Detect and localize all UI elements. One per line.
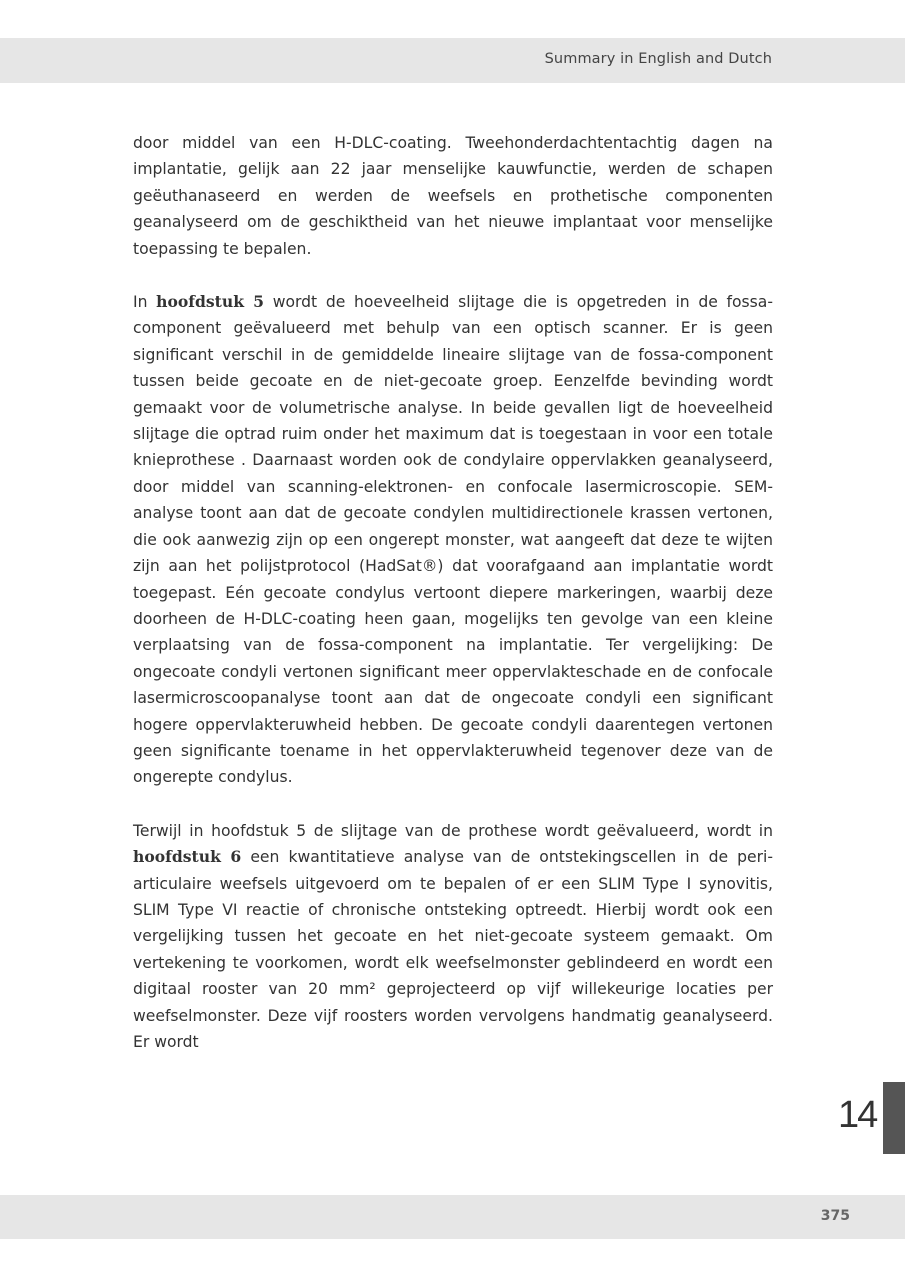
paragraph-1: door middel van een H-DLC-coating. Tweehonderdachtentachtig dagen na implantatie, gelijk aan 22 jaar menselijke kauwfunctie, werden de schapen geëuthanaseerd en werden de weefsels en prothetische componenten geanalyseerd om de geschiktheid van het nieuwe implantaat voor menselijke toepassing te bepalen. xyxy=(133,134,773,258)
paragraph-3-rest: een kwantitatieve analyse van de ontstekingscellen in de peri-articulaire weefsels uitgevoerd om te bepalen of er een SLIM Type I synovitis, SLIM Type VI reactie of chronische ontsteking optreedt. Hierbij wordt ook een vergelijking tussen het gecoate en het niet-gecoate systeem gemaakt. Om vertekening te voorkomen, wordt elk weefselmonster geblindeerd en wordt een digitaal rooster van 20 mm² geprojecteerd op vijf willekeurige locaties per weefselmonster. Deze vijf roosters worden vervolgens handmatig geanalyseerd. Er wordt xyxy=(133,848,774,1051)
chapter-thumb-tab xyxy=(883,1082,905,1154)
paragraph-2-rest: wordt de hoeveelheid slijtage die is opgetreden in de fossa-component geëvalueerd met behulp van een optisch scanner. Er is geen significant verschil in de gemiddelde lineaire slijtage van de fossa-component tussen beide gecoate en de niet-gecoate groep. Eenzelfde bevinding wordt gemaakt voor de volumetrische analyse. In beide gevallen ligt de hoeveelheid slijtage die optrad ruim onder het maximum dat is toegestaan in voor een totale knieprothese . Daarnaast worden ook de condylaire oppervlakken geanalyseerd, door middel van scanning-elektronen- en confocale lasermicroscopie. SEM-analyse toont aan dat de gecoate condylen multidirectionele krassen vertonen, die ook aanwezig zijn op een ongerept monster, wat aangeeft dat deze te wijten zijn aan het polijstprotocol (HadSat®) dat voorafgaand aan implantatie wordt toegepast. Eén gecoate condylus vertoont diepere markeringen, waarbij deze doorheen de H-DLC-coating heen gaan, mogelijks ten gevolge van een kleine verplaatsing van de fossa-component na implantatie. Ter vergelijking: De ongecoate condyli vertonen significant meer oppervlakteschade en de confocale lasermicroscoopanalyse toont aan dat de ongecoate condyli een significant hogere oppervlakteruwheid hebben. De gecoate condyli daarentegen vertonen geen significante toename in het oppervlakteruwheid tegenover deze van de ongerepte condylus. xyxy=(133,293,773,787)
paragraph-3-lead: Terwijl in hoofdstuk 5 de slijtage van de prothese wordt geëvalueerd, wordt in xyxy=(133,821,773,840)
body-text xyxy=(133,130,773,1082)
running-header xyxy=(0,38,905,83)
paragraph-3 xyxy=(133,818,773,1056)
page-footer xyxy=(0,1195,905,1239)
paragraph-2-lead: In xyxy=(133,293,157,312)
chapter-number: 14 xyxy=(838,1094,877,1136)
paragraph-2 xyxy=(133,289,773,791)
chapter-reference-6: hoofdstuk 6 xyxy=(133,847,242,867)
running-header-title: Summary in English and Dutch xyxy=(544,51,772,67)
page-number: 375 xyxy=(820,1208,850,1224)
chapter-reference-5: hoofdstuk 5 xyxy=(156,292,265,312)
